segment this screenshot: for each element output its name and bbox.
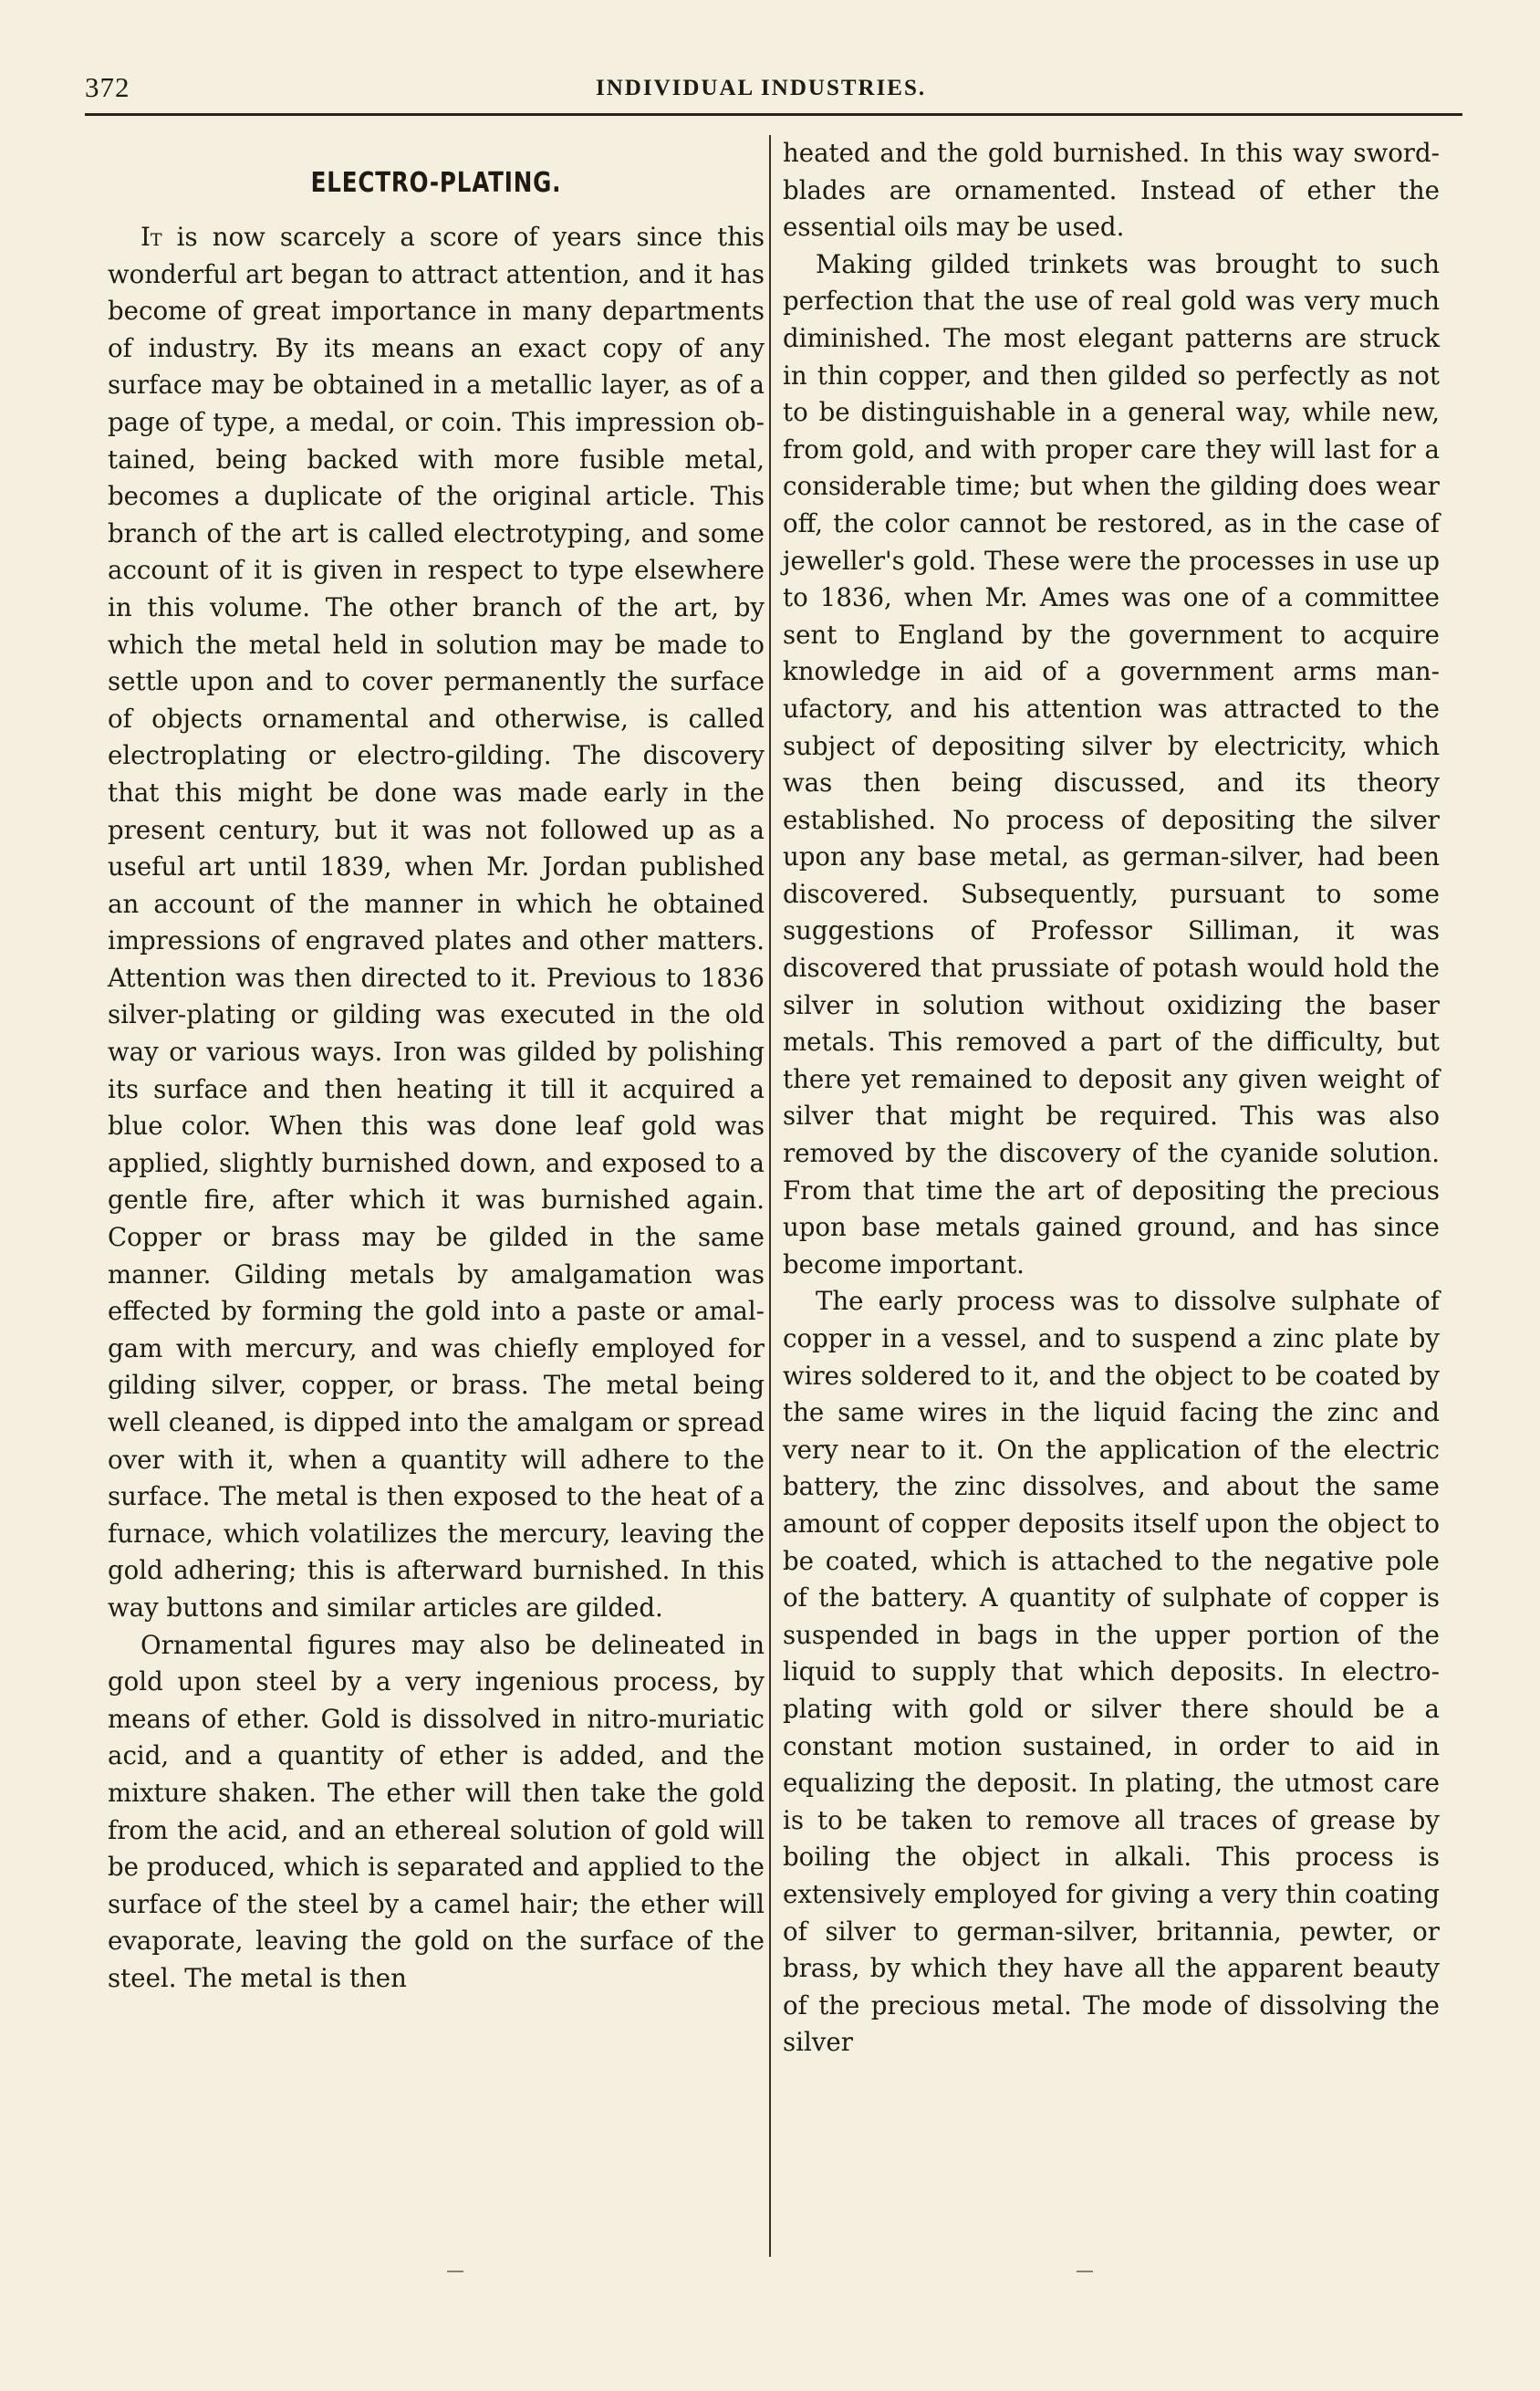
- right-column: [783, 135, 1440, 2062]
- column-divider: [769, 135, 771, 2257]
- running-head: INDIVIDUAL INDUSTRIES.: [596, 76, 927, 100]
- article-title: ELECTRO-PLATING.: [310, 167, 562, 199]
- footer-mark-right: [1077, 2271, 1093, 2272]
- paragraph-1: [108, 219, 765, 1627]
- paragraph-1-text: is now scarcely a score of years since this wonderful art began to attract attention, and it has become of great importance in many departments of industry. By its means an exact copy of any surface may be obtained in a metallic layer, as of a page of type, a medal, or coin. This impression obtained, being backed with more fusible metal, becomes a duplicate of the original article. This branch of the art is called electrotyping, and some account of it is given in respect to type elsewhere in this volume. The other branch of the art, by which the metal held in solution may be made to settle upon and to cover permanently the surface of objects ornamental and otherwise, is called electroplating or electro-gilding. The discovery that this might be done was made early in the present century, but it was not followed up as a useful art until 1839, when Mr. Jordan published an account of the manner in which he obtained impressions of engraved plates and other matters. Attention was then directed to it. Previous to 1836 silver-plating or gilding was executed in the old way or various ways. Iron was gilded by polishing its surface and then heating it till it acquired a blue color. When this was done leaf gold was applied, slightly burnished down, and exposed to a gentle fire, after which it was burnished again. Copper or brass may be gilded in the same manner. Gilding metals by amalgamation was effected by forming the gold into a paste or amalgam with mercury, and was chiefly employed for gilding silver, copper, or brass. The metal being well cleaned, is dipped into the amalgam or spread over with it, when a quantity will adhere to the surface. The metal is then exposed to the heat of a furnace, which volatilizes the mercury, leaving the gold adhering; this is afterward burnished. In this way buttons and similar articles are gilded.: [108, 222, 765, 1623]
- page-header: [85, 71, 1462, 108]
- left-column: [108, 135, 765, 1998]
- paragraph-1-lead: It: [140, 222, 162, 252]
- paragraph-4: The early process was to dissolve sulphate of copper in a vessel, and to suspend a zinc plate by wires soldered to it, and the object to be coated by the same wires in the liquid facing the zinc and very near to it. On the application of the electric battery, the zinc dissolves, and about the same amount of copper deposits itself upon the object to be coated, which is attached to the negative pole of the battery. A quantity of sulphate of copper is suspended in bags in the upper portion of the liquid to supply that which deposits. In electro-plating with gold or silver there should be a constant motion sustained, in order to aid in equalizing the deposit. In plating, the utmost care is to be taken to remove all traces of grease by boiling the object in alkali. This process is extensively employed for giving a very thin coating of silver to german-silver, britannia, pewter, or brass, by which they have all the apparent beauty of the precious metal. The mode of dissolving the silver: [783, 1286, 1440, 2058]
- header-rule: [85, 113, 1462, 116]
- footer-mark-left: [447, 2271, 463, 2272]
- paragraph-2-continued: heated and the gold burnished. In this way sword-blades are ornamented. Instead of ether the essential oils may be used.: [783, 138, 1440, 243]
- paragraph-3: Making gilded trinkets was brought to such perfection that the use of real gold was very much diminished. The most elegant patterns are struck in thin copper, and then gilded so perfectly as not to be distinguishable in a general way, while new, from gold, and with proper care they will last for a considerable time; but when the gilding does wear off, the color cannot be restored, as in the case of jeweller's gold. These were the processes in use up to 1836, when Mr. Ames was one of a committee sent to England by the government to acquire knowledge in aid of a government arms manufactory, and his attention was attracted to the subject of depositing silver by electricity, which was then being discussed, and its theory established. No process of depositing the silver upon any base metal, as german-silver, had been discovered. Subsequently, pursuant to some suggestions of Professor Silliman, it was discovered that prussiate of potash would hold the silver in solution without oxidizing the baser metals. This removed a part of the difficulty, but there yet remained to deposit any given weight of silver that might be required. This was also removed by the discovery of the cyanide solution. From that time the art of depositing the precious upon base metals gained ground, and has since become important.: [783, 248, 1440, 1279]
- paragraph-2: Ornamental figures may also be delineated in gold upon steel by a very ingenious process, by means of ether. Gold is dissolved in nitro-muriatic acid, and a quantity of ether is added, and the mixture shaken. The ether will then take the gold from the acid, and an ethereal solution of gold will be produced, which is separated and applied to the surface of the steel by a camel hair; the ether will evaporate, leaving the gold on the surface of the steel. The metal is then: [108, 1629, 765, 1993]
- page-number: 372: [85, 71, 130, 103]
